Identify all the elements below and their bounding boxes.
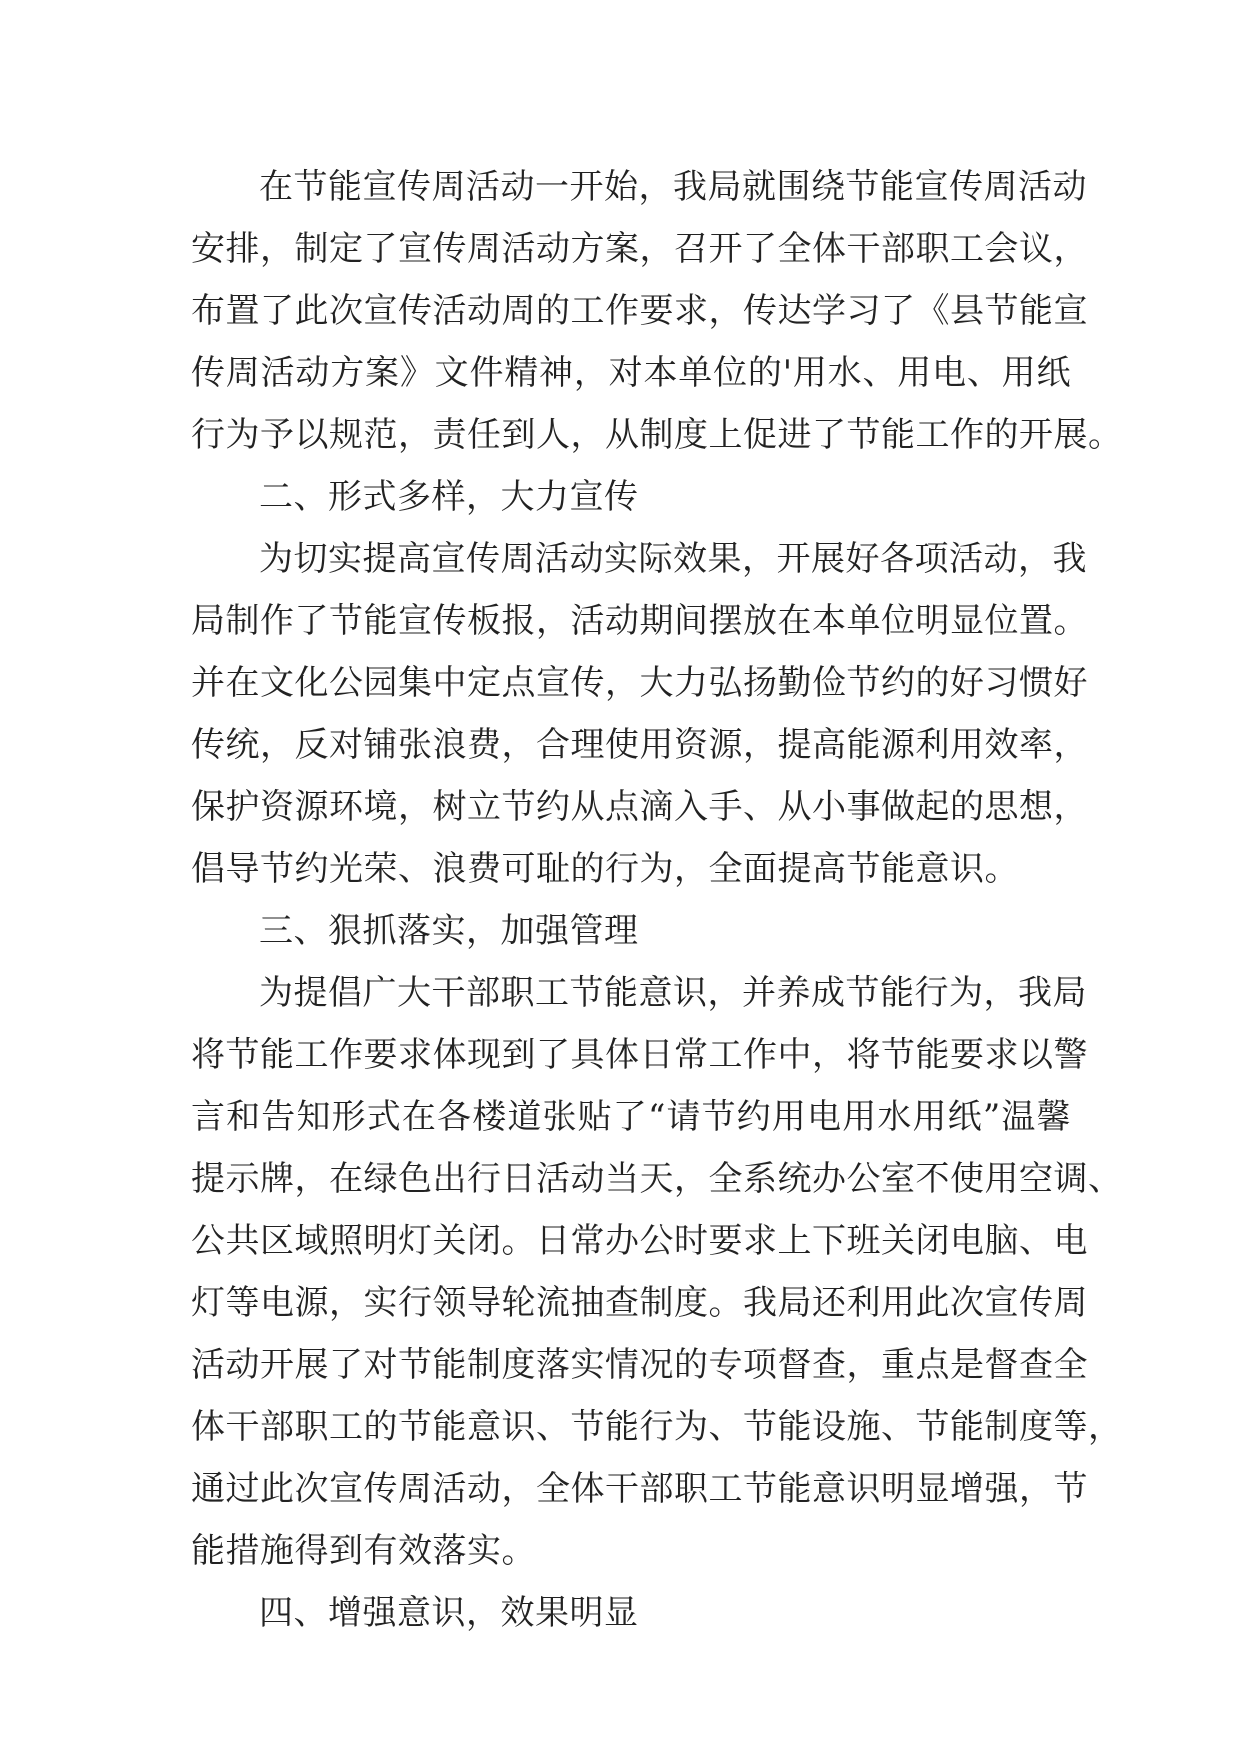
text-line: 为切实提高宣传周活动实际效果，开展好各项活动，我 [259,539,1087,579]
text-line: 三、狠抓落实，加强管理 [259,911,639,951]
text-line: 保护资源环境，树立节约从点滴入手、从小事做起的思想， [191,787,1088,827]
text-line: 能措施得到有效落实。 [191,1531,536,1571]
text-line: 为提倡广大干部职工节能意识，并养成节能行为，我局 [259,973,1087,1013]
text-line: 提示牌，在绿色出行日活动当天，全系统办公室不使用空调、 [191,1159,1123,1199]
text-line: 言和告知形式在各楼道张贴了“请节约用电用水用纸”温馨 [191,1097,1071,1137]
text-line: 行为予以规范，责任到人，从制度上促进了节能工作的开展。 [191,415,1123,455]
text-line: 通过此次宣传周活动，全体干部职工节能意识明显增强，节 [191,1469,1088,1509]
text-line: 传统，反对铺张浪费，合理使用资源，提高能源利用效率， [191,725,1088,765]
text-line: 安排，制定了宣传周活动方案，召开了全体干部职工会议， [191,229,1088,269]
text-line: 体干部职工的节能意识、节能行为、节能设施、节能制度等， [191,1407,1123,1447]
text-line: 局制作了节能宣传板报，活动期间摆放在本单位明显位置。 [191,601,1088,641]
document-body [191,156,1123,1644]
text-line: 四、增强意识，效果明显 [259,1593,639,1633]
text-line: 二、形式多样，大力宣传 [259,477,639,517]
text-line: 倡导节约光荣、浪费可耻的行为，全面提高节能意识。 [191,849,1019,889]
text-line: 布置了此次宣传活动周的工作要求，传达学习了《县节能宣 [191,291,1088,331]
text-line: 在节能宣传周活动一开始，我局就围绕节能宣传周活动 [259,167,1087,207]
text-line: 并在文化公园集中定点宣传，大力弘扬勤俭节约的好习惯好 [191,663,1088,703]
text-line: 传周活动方案》文件精神，对本单位的'用水、用电、用纸 [191,353,1071,393]
text-line: 灯等电源，实行领导轮流抽查制度。我局还利用此次宣传周 [191,1283,1088,1323]
text-line: 公共区域照明灯关闭。日常办公时要求上下班关闭电脑、电 [191,1221,1088,1261]
text-line: 将节能工作要求体现到了具体日常工作中，将节能要求以警 [191,1035,1088,1075]
text-line: 活动开展了对节能制度落实情况的专项督查，重点是督查全 [191,1345,1088,1385]
